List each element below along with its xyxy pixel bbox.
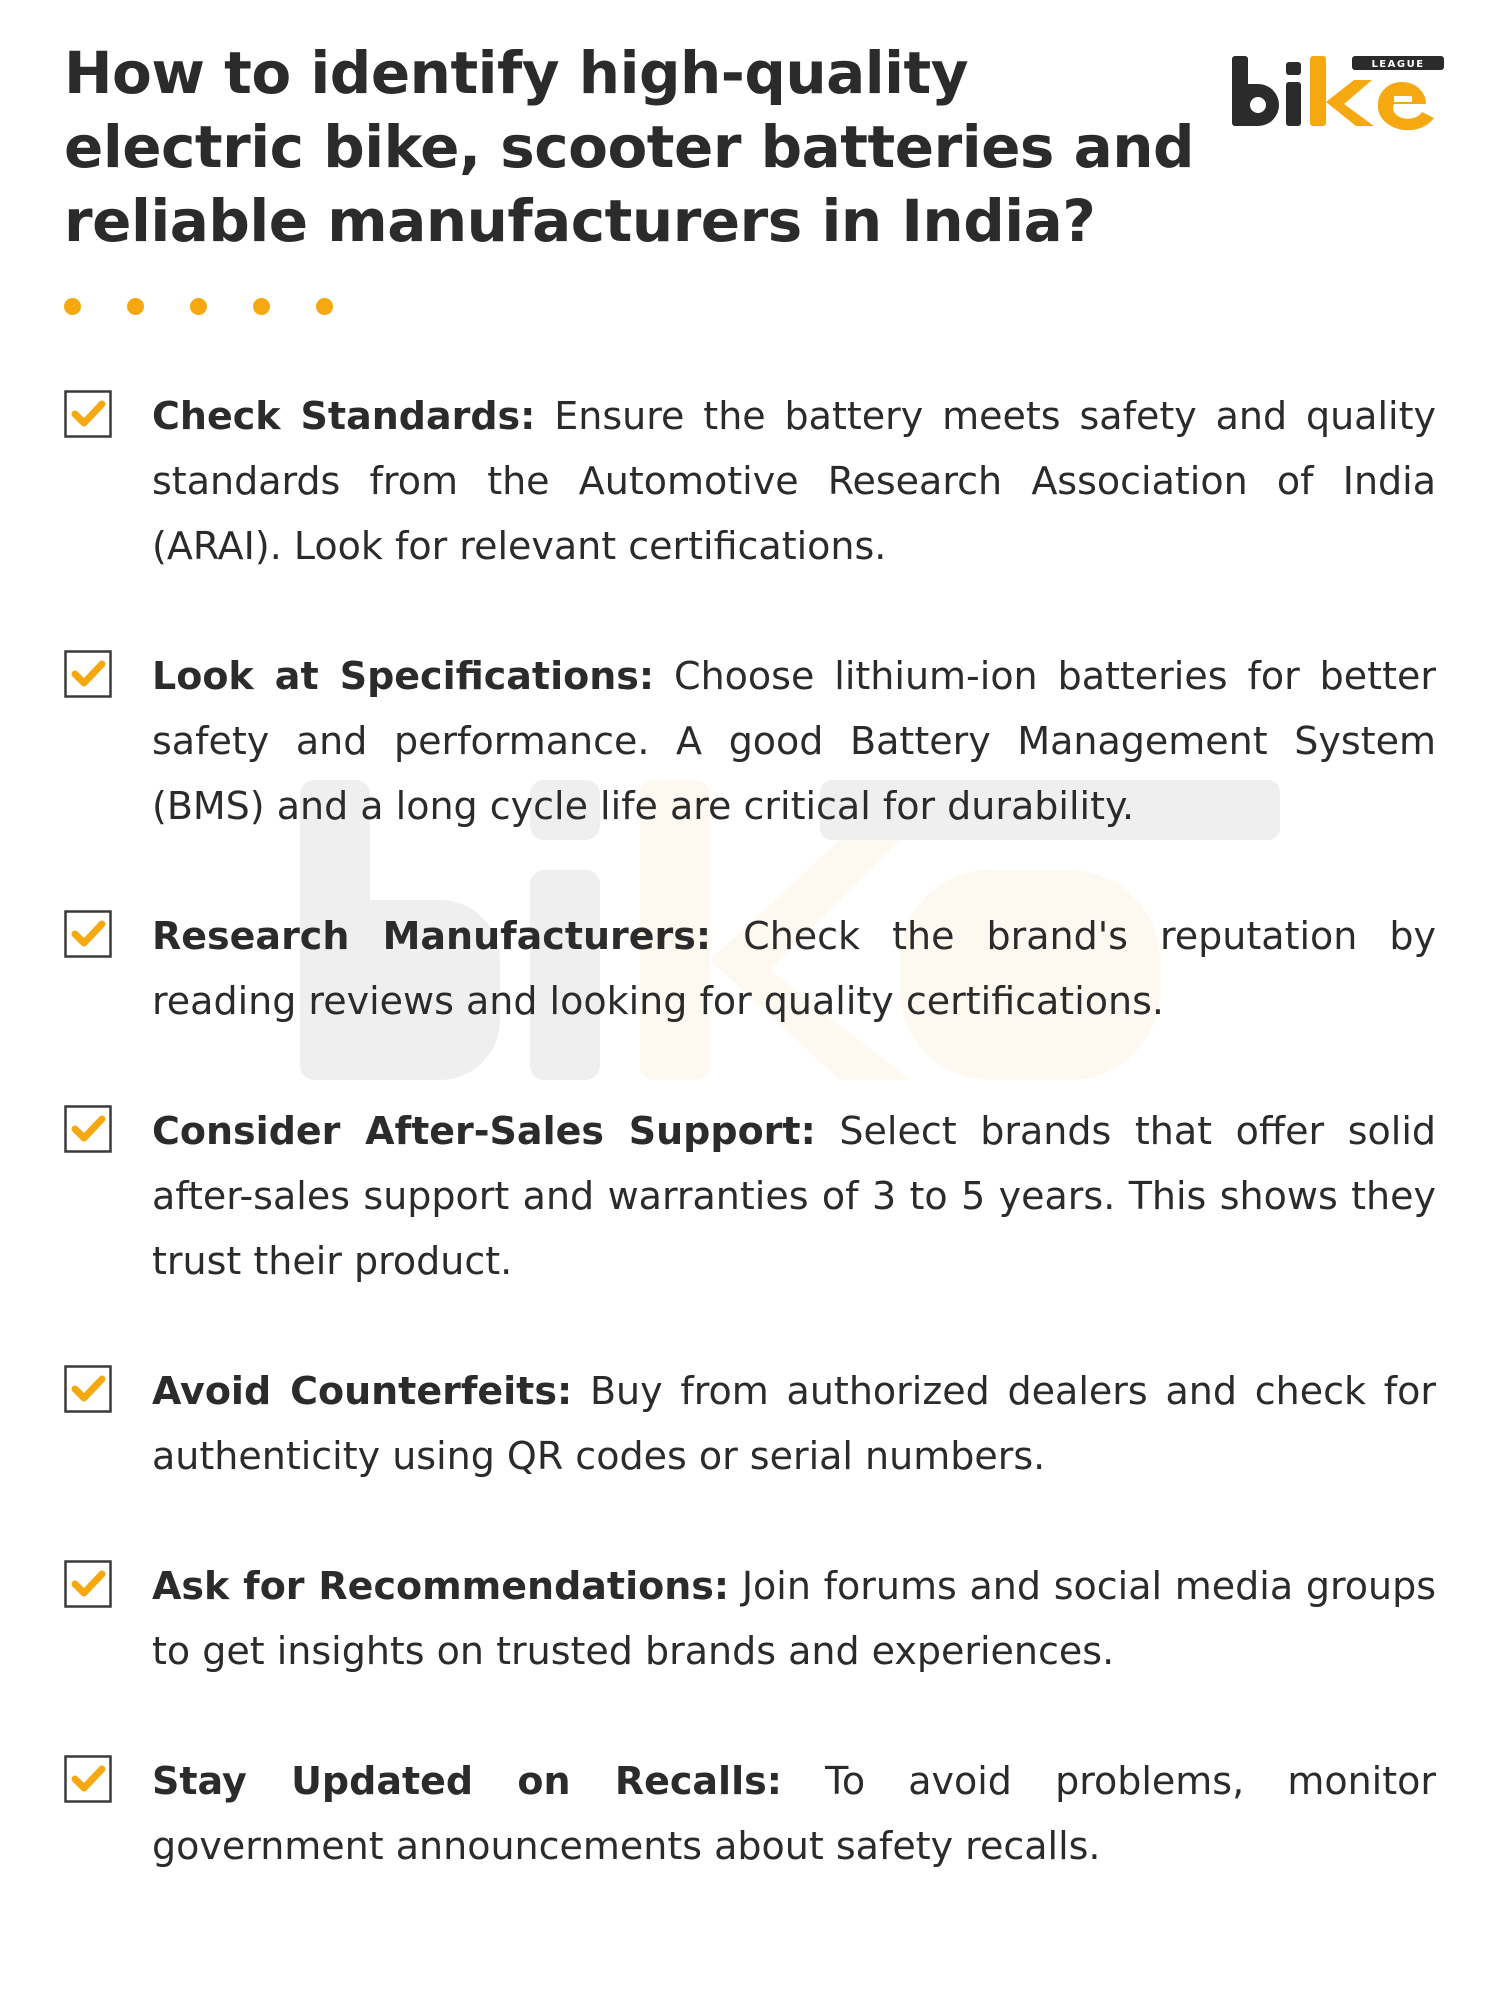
logo-badge-text: LEAGUE bbox=[1371, 59, 1425, 70]
item-label: Stay Updated on Recalls: bbox=[152, 1759, 782, 1803]
dot-2 bbox=[127, 298, 144, 315]
item-description: Ensure the battery meets safety and quality standards from the Automotive Research Association of India (ARAI). Look for relevant certifications. bbox=[152, 394, 1436, 568]
item-description: Buy from authorized dealers and check for authenticity using QR codes or serial numbers. bbox=[152, 1369, 1436, 1478]
item-label: Research Manufacturers: bbox=[152, 914, 712, 958]
checkbox-checked-icon bbox=[64, 1560, 112, 1608]
item-description: Choose lithium-ion batteries for better safety and performance. A good Battery Management System (BMS) and a long cycle life are critical for durability. bbox=[152, 654, 1436, 828]
dot-4 bbox=[253, 298, 270, 315]
item-description: To avoid problems, monitor government announcements about safety recalls. bbox=[152, 1759, 1436, 1868]
checkbox-checked-icon bbox=[64, 1365, 112, 1413]
checkbox-checked-icon bbox=[64, 1105, 112, 1153]
checkbox-checked-icon bbox=[64, 1755, 112, 1803]
item-label: Consider After-Sales Support: bbox=[152, 1109, 816, 1153]
checkbox-checked-icon bbox=[64, 650, 112, 698]
checkbox-checked-icon bbox=[64, 390, 112, 438]
item-label: Check Standards: bbox=[152, 394, 536, 438]
item-label: Ask for Recommendations: bbox=[152, 1564, 730, 1608]
item-description: Select brands that offer solid after-sales support and warranties of 3 to 5 years. This shows they trust their product. bbox=[152, 1109, 1436, 1283]
page-title: How to identify high-quality electric bike, scooter batteries and reliable manufacturers in India? bbox=[64, 39, 1195, 255]
bike-league-logo bbox=[1228, 50, 1448, 130]
item-description: Check the brand's reputation by reading reviews and looking for quality certifications. bbox=[152, 914, 1436, 1023]
item-description: Join forums and social media groups to get insights on trusted brands and experiences. bbox=[152, 1564, 1436, 1673]
decorative-dots bbox=[64, 298, 333, 315]
checkbox-checked-icon bbox=[64, 910, 112, 958]
dot-5 bbox=[316, 298, 333, 315]
item-label: Avoid Counterfeits: bbox=[152, 1369, 573, 1413]
dot-3 bbox=[190, 298, 207, 315]
item-label: Look at Specifications: bbox=[152, 654, 655, 698]
dot-1 bbox=[64, 298, 81, 315]
